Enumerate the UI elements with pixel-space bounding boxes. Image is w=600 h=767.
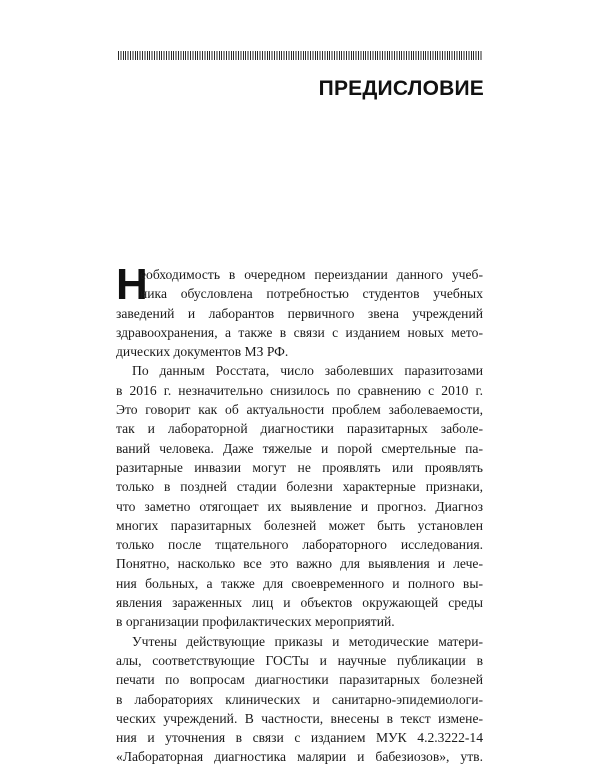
text-line: ника обусловлена потребностью студентов учебных bbox=[140, 286, 483, 302]
text-line: что заметно отягощает их выявление и прогноз. Диагноз bbox=[116, 498, 483, 514]
text-line: печати по вопросам диагностики паразитарных болезней bbox=[116, 672, 483, 688]
drop-cap: Н bbox=[116, 260, 148, 309]
paragraph bbox=[116, 260, 483, 361]
text-line: Это говорит как об актуальности проблем заболеваемости, bbox=[116, 402, 483, 418]
text-line: в лабораториях клинических и санитарно-эпидемиологи- bbox=[116, 691, 483, 707]
text-line: ния и уточнения в связи с изданием МУК 4.2.3222-14 bbox=[116, 730, 483, 746]
page-title: ПРЕДИСЛОВИЕ bbox=[318, 77, 484, 100]
text-line: многих паразитарных болезней может быть установлен bbox=[116, 517, 483, 533]
text-line: заведений и лаборантов первичного звена учреждений bbox=[116, 305, 483, 321]
text-line: ческих учреждений. В частности, внесены в текст измене- bbox=[116, 710, 483, 726]
text-line: только в поздней стадии болезни характерные признаки, bbox=[116, 479, 483, 495]
text-line: «Лабораторная диагностика малярии и бабезиозов», утв. bbox=[116, 749, 483, 765]
text-line: в 2016 г. незначительно снизилось по сравнению с 2010 г. bbox=[116, 382, 483, 398]
text-line: дических документов МЗ РФ. bbox=[116, 344, 289, 360]
text-line: здравоохранения, а также в связи с изданием новых мето- bbox=[116, 324, 483, 340]
paragraph bbox=[116, 361, 483, 631]
paragraph bbox=[116, 632, 483, 767]
text-line: так и лабораторной диагностики паразитарных заболе- bbox=[116, 421, 483, 437]
text-line: разитарные инвазии могут не проявлять или проявлять bbox=[116, 459, 483, 475]
text-line: в организации профилактических мероприятий. bbox=[116, 614, 395, 630]
text-line: Учтены действующие приказы и методические матери- bbox=[132, 633, 483, 649]
body-text bbox=[116, 260, 483, 767]
header-rule bbox=[118, 51, 483, 60]
text-line: Понятно, насколько все это важно для выявления и лече- bbox=[116, 556, 483, 572]
text-line: По данным Росстата, число заболевших паразитозами bbox=[132, 363, 483, 379]
text-line: алы, соответствующие ГОСТы и научные публикации в bbox=[116, 652, 483, 668]
text-line: еобходимость в очередном переиздании данного учеб- bbox=[140, 267, 483, 282]
text-line: только после тщательного лабораторного исследования. bbox=[116, 537, 483, 553]
text-line: явления зараженных лиц и объектов окружающей среды bbox=[116, 595, 483, 611]
text-line: ния больных, а также для своевременного и полного вы- bbox=[116, 575, 483, 591]
text-line: ваний человека. Даже тяжелые и порой смертельные па- bbox=[116, 440, 483, 456]
